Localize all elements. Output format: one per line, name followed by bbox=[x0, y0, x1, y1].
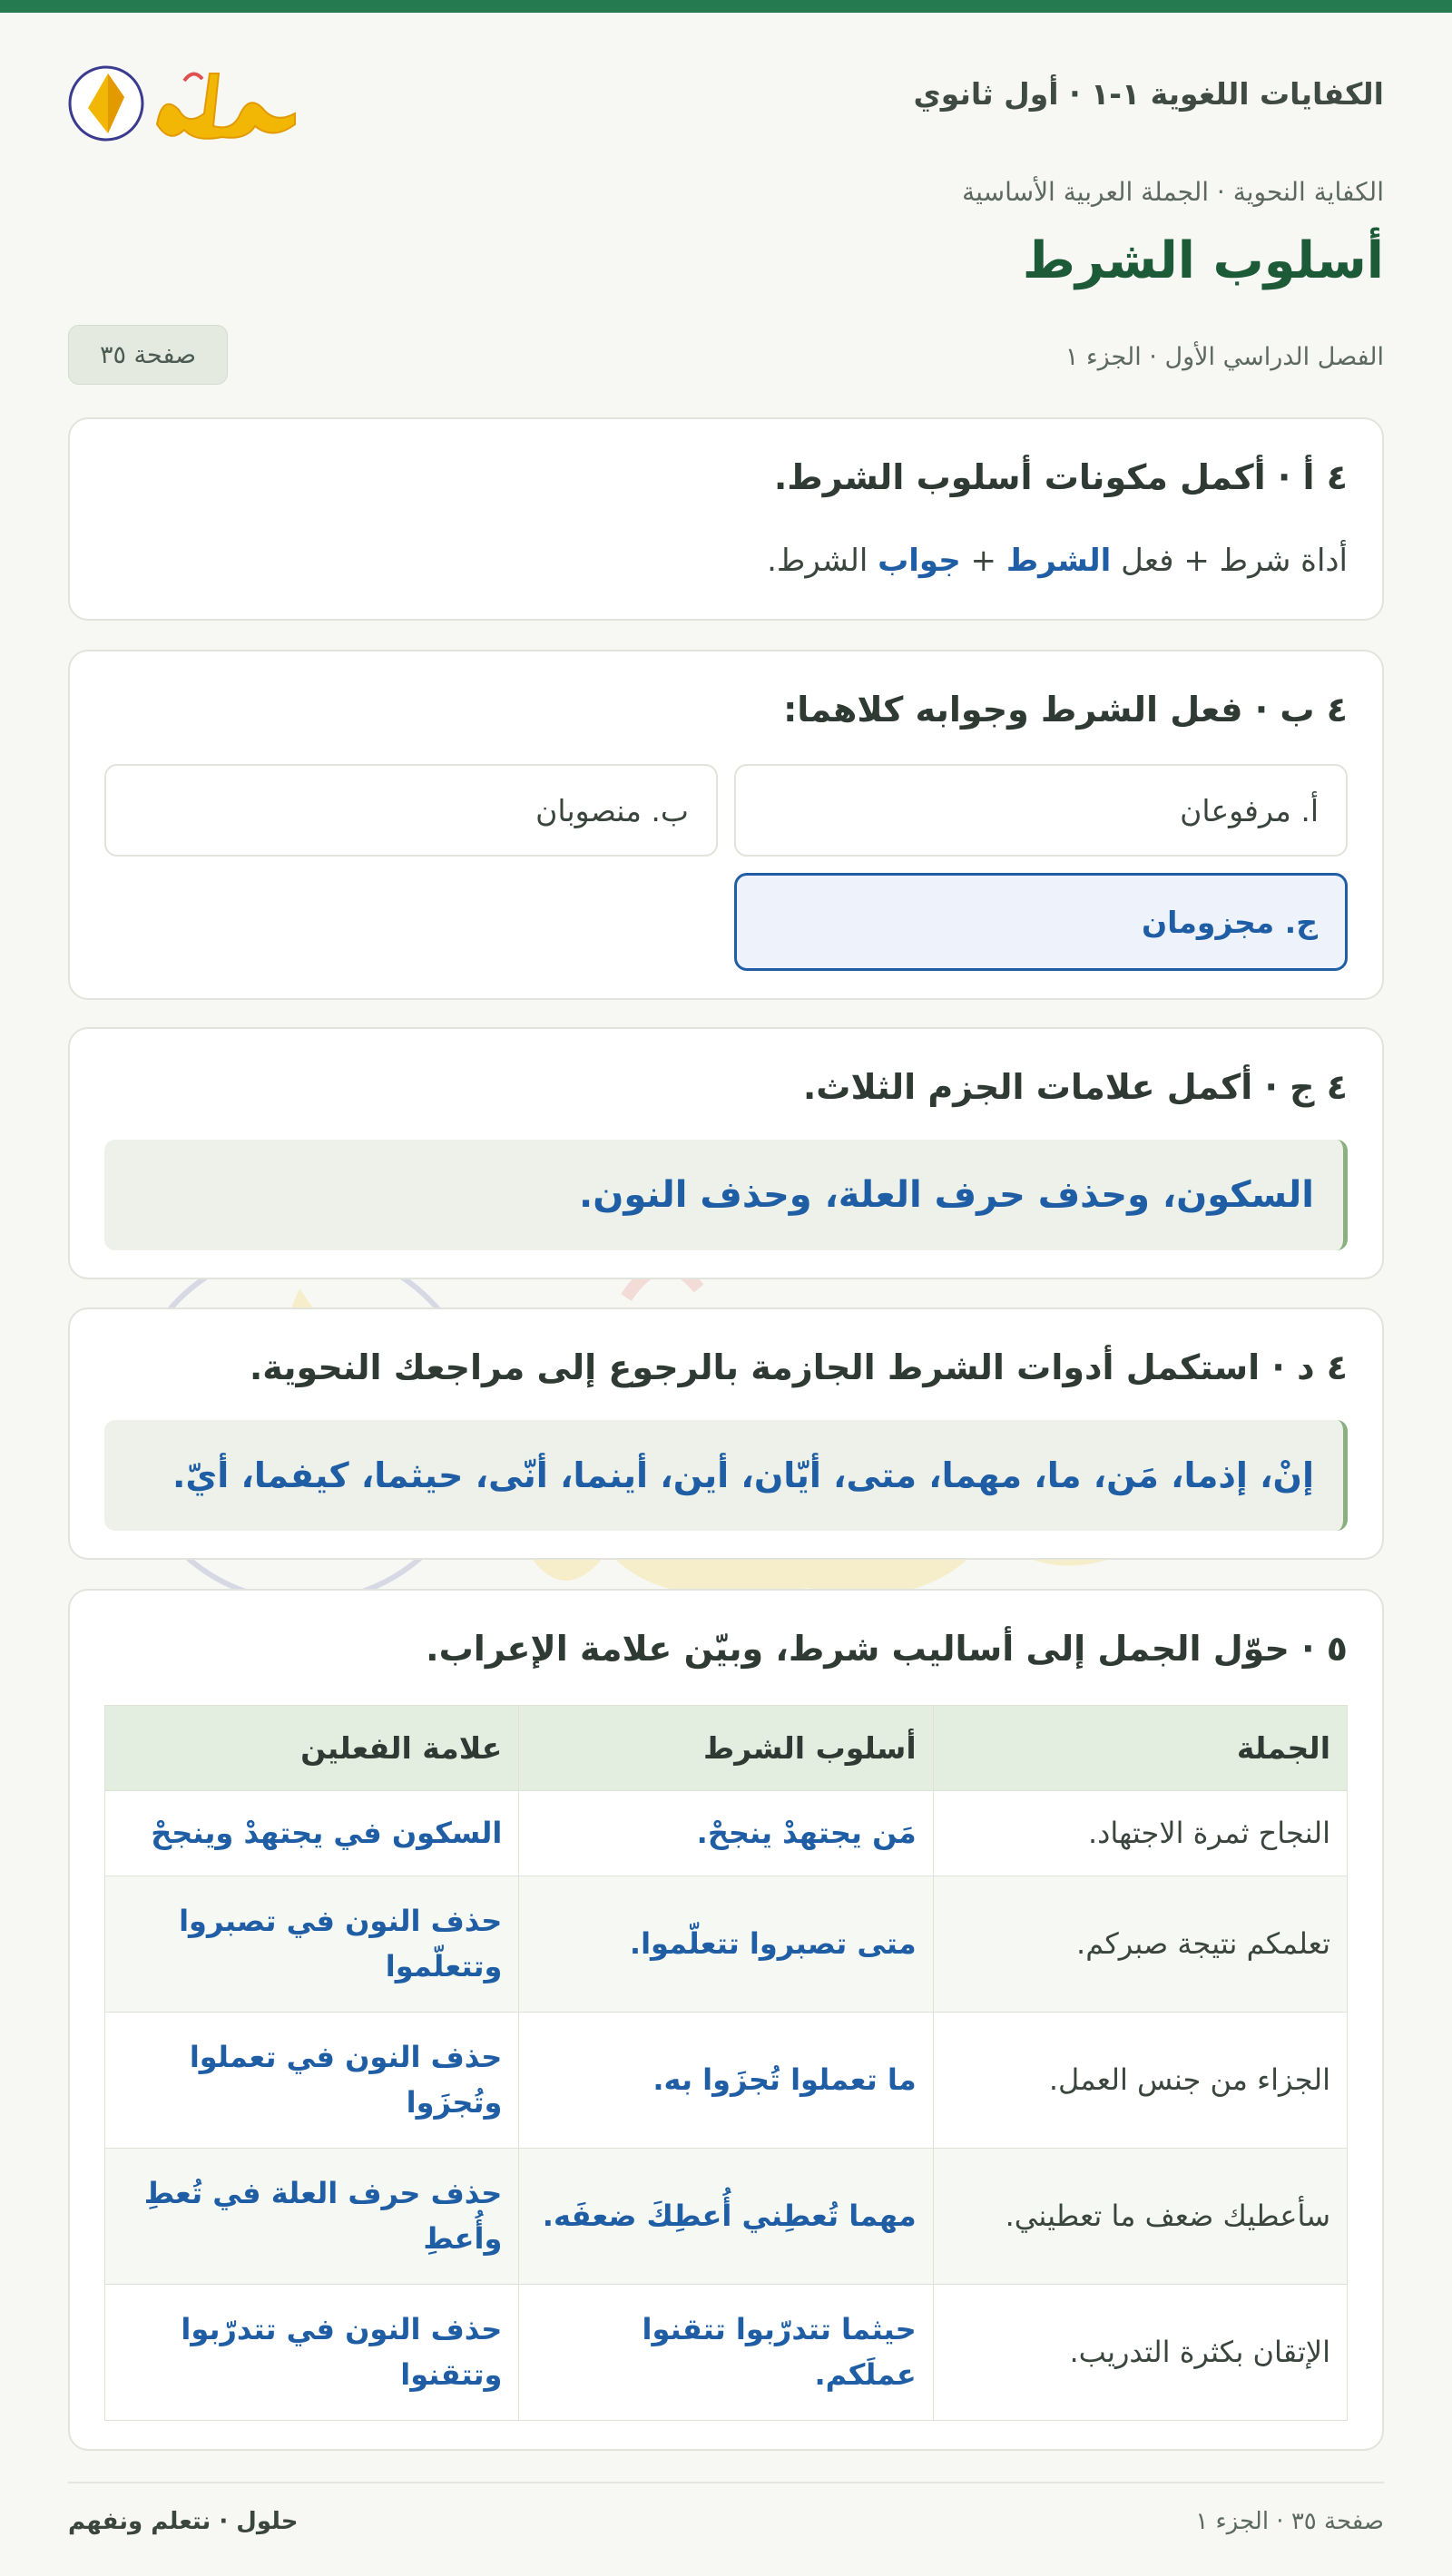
footer-page-info: صفحة ٣٥ · الجزء ١ bbox=[1195, 2508, 1384, 2535]
table-cell-conditional: متى تصبروا تتعلّموا. bbox=[519, 1876, 933, 2013]
table-cell-sentence: تعلمكم نتيجة صبركم. bbox=[933, 1876, 1347, 2013]
book-title: الكفايات اللغوية ١-١ · أول ثانوي bbox=[913, 76, 1384, 112]
component-text: + bbox=[960, 543, 1006, 579]
table-row bbox=[105, 2149, 1348, 2285]
table-cell-sentence: الجزاء من جنس العمل. bbox=[933, 2013, 1347, 2149]
question-card-4b bbox=[68, 650, 1384, 1000]
table-row bbox=[105, 2285, 1348, 2421]
table-row bbox=[105, 1791, 1348, 1876]
table-cell-mark: حذف النون في تعملوا وتُجزَوا bbox=[105, 2013, 519, 2149]
question-title: ٤ أ · أكمل مكونات أسلوب الشرط. bbox=[773, 457, 1348, 497]
term-label: الفصل الدراسي الأول · الجزء ١ bbox=[1064, 343, 1384, 371]
table-header-mark: علامة الفعلين bbox=[105, 1706, 519, 1791]
component-text: أداة شرط + فعل bbox=[1111, 543, 1348, 579]
table-header-sentence: الجملة bbox=[933, 1706, 1347, 1791]
halool-logo bbox=[68, 54, 309, 153]
table-row bbox=[105, 2013, 1348, 2149]
question-title: ٤ ج · أكمل علامات الجزم الثلاث. bbox=[802, 1067, 1348, 1107]
table-cell-sentence: النجاح ثمرة الاجتهاد. bbox=[933, 1791, 1347, 1876]
question-title: ٤ ب · فعل الشرط وجوابه كلاهما: bbox=[783, 690, 1348, 730]
table-header-conditional: أسلوب الشرط bbox=[519, 1706, 933, 1791]
question-title: ٥ · حوّل الجمل إلى أساليب شرط، وبيّن علامة الإعراب. bbox=[426, 1629, 1348, 1669]
table-row bbox=[105, 1876, 1348, 2013]
page-number-badge: صفحة ٣٥ bbox=[68, 325, 228, 385]
footer-brand: حلول · نتعلم ونفهم bbox=[68, 2508, 299, 2535]
table-cell-conditional: ما تعملوا تُجزَوا به. bbox=[519, 2013, 933, 2149]
component-text: الشرط. bbox=[767, 543, 878, 579]
question-card-4c bbox=[68, 1027, 1384, 1279]
breadcrumb: الكفاية النحوية · الجملة العربية الأساسية bbox=[962, 177, 1384, 207]
table-cell-mark: حذف النون في تتدرّبوا وتتقنوا bbox=[105, 2285, 519, 2421]
table-cell-conditional: مَن يجتهدْ ينجحْ. bbox=[519, 1791, 933, 1876]
option-a[interactable]: أ. مرفوعان bbox=[734, 764, 1348, 857]
question-title: ٤ د · استكمل أدوات الشرط الجازمة بالرجوع إلى مراجعك النحوية. bbox=[249, 1347, 1348, 1387]
option-b[interactable]: ب. منصوبان bbox=[104, 764, 718, 857]
question-card-4a bbox=[68, 417, 1384, 621]
option-c-selected[interactable]: ج. مجزومان bbox=[734, 873, 1348, 971]
table-cell-sentence: الإتقان بكثرة التدريب. bbox=[933, 2285, 1347, 2421]
condition-components bbox=[767, 543, 1348, 579]
question-card-5 bbox=[68, 1589, 1384, 2451]
table-cell-conditional: مهما تُعطِني أُعطِكَ ضعفَه. bbox=[519, 2149, 933, 2285]
table-cell-conditional: حيثما تتدرّبوا تتقنوا عملَكم. bbox=[519, 2285, 933, 2421]
conversion-table bbox=[104, 1705, 1348, 2421]
table-cell-sentence: سأعطيك ضعف ما تعطيني. bbox=[933, 2149, 1347, 2285]
top-accent-bar bbox=[0, 0, 1452, 13]
footer-divider bbox=[68, 2482, 1384, 2483]
answer-word-condition: الشرط bbox=[1006, 543, 1112, 579]
table-cell-mark: حذف النون في تصبروا وتتعلّموا bbox=[105, 1876, 519, 2013]
answer-word-response: جواب bbox=[878, 543, 961, 579]
table-cell-mark: حذف حرف العلة في تُعطِ وأُعطِ bbox=[105, 2149, 519, 2285]
table-cell-mark: السكون في يجتهدْ وينجحْ bbox=[105, 1791, 519, 1876]
page-header bbox=[68, 13, 1384, 167]
answer-box: إنْ، إذما، مَن، ما، مهما، متى، أيّان، أين، أينما، أنّى، حيثما، كيفما، أيّ. bbox=[104, 1420, 1348, 1531]
answer-box: السكون، وحذف حرف العلة، وحذف النون. bbox=[104, 1140, 1348, 1250]
question-card-4d bbox=[68, 1308, 1384, 1560]
page-title: أسلوب الشرط bbox=[1022, 231, 1384, 290]
